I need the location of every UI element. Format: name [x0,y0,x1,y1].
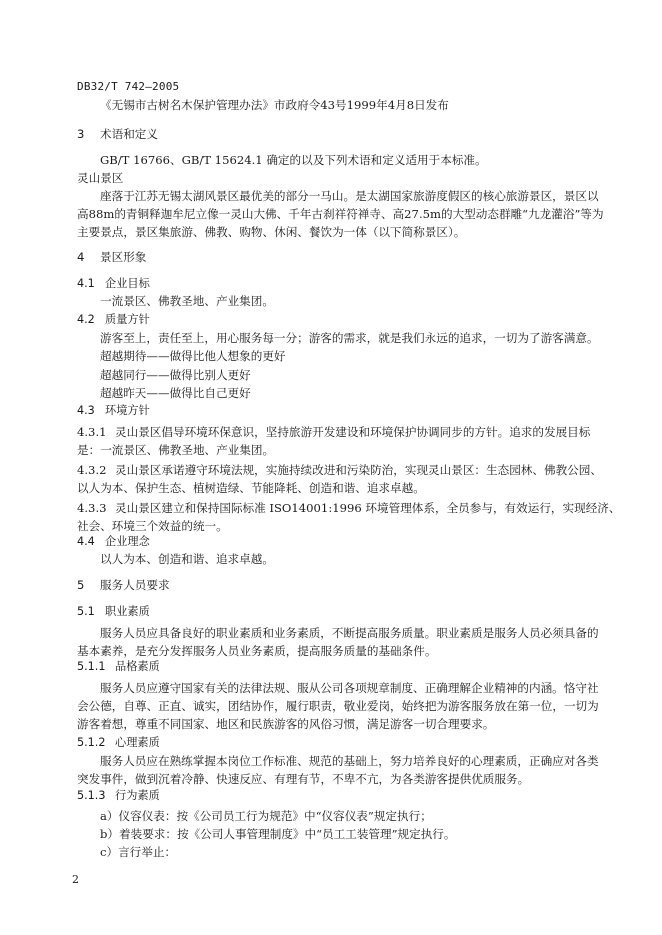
section-title: 术语和定义 [100,127,158,141]
term-heading: 灵山景区 [77,171,124,185]
subsection-5-1-3-heading [77,789,616,803]
subsection-number: 5.1.2 [77,736,106,749]
clause-number: 4.3.3 [77,501,107,515]
section-title: 景区形象 [100,250,147,264]
list-item: b）着装要求：按《公司人事管理制度》中“员工工装管理”规定执行。 [100,827,456,841]
subsection-title: 企业理念 [105,535,150,548]
paragraph-line: 服务人员应具备良好的职业素质和业务素质，不断提高服务质量。职业素质是服务人员必须具备的 [100,626,599,640]
paragraph-line: 超越同行——做得比别人更好 [100,368,251,382]
section-3-heading [77,127,616,141]
subsection-4-1-heading [77,277,616,291]
paragraph-line: 服务人员应遵守国家有关的法律法规、服从公司各项规章制度、正确理解企业精神的内涵。恪守社 [100,681,599,695]
paragraph-line: 是：一流景区、佛教圣地、产业集团。 [77,443,275,457]
subsection-number: 4.2 [77,313,95,326]
paragraph-line: 超越期待——做得比他人想象的更好 [100,349,286,363]
clause-number: 4.3.1 [77,425,107,439]
subsection-5-1-1-heading [77,660,616,674]
numbered-paragraph-line [77,463,616,477]
subsection-title: 职业素质 [105,605,150,618]
subsection-title: 质量方针 [105,313,150,326]
subsection-number: 5.1 [77,605,95,618]
list-item: a）仪容仪表：按《公司员工行为规范》中“仪容仪表”规定执行； [100,809,432,823]
subsection-4-2-heading [77,313,616,327]
clause-text: 灵山景区承诺遵守环境法规，实施持续改进和污染防治，实现灵山景区：生态园林、佛教公园、 [115,463,602,477]
subsection-number: 4.3 [77,404,95,417]
paragraph-line: 会公德，自尊、正直、诚实，团结协作，履行职责，敬业爱岗，始终把为游客服务放在第一位，一切为 [77,699,599,713]
page-number: 2 [72,873,79,886]
section-number: 3 [77,127,85,141]
paragraph-line: 以人为本、创造和谐、追求卓越。 [100,552,274,566]
section-number: 4 [77,250,85,264]
subsection-title: 品格素质 [115,660,160,673]
clause-text: 灵山景区倡导环境环保意识，坚持旅游开发建设和环境保护协调同步的方针。追求的发展目标 [115,425,591,439]
subsection-number: 5.1.3 [77,789,106,802]
paragraph-line: 突发事件，做到沉着冷静、快速反应、有理有节，不卑不亢，为各类游客提供优质服务。 [77,772,530,786]
section-title: 服务人员要求 [100,578,170,592]
term-definition-line: 座落于江苏无锡太湖风景区最优美的部分一马山。是太湖国家旅游度假区的核心旅游景区，景区以 [100,189,599,203]
numbered-paragraph-line [77,501,621,515]
document-code: DB32/T 742—2005 [77,80,180,93]
reference-line: 《无锡市古树名木保护管理办法》市政府令43号1999年4月8日发布 [100,98,449,112]
subsection-number: 5.1.1 [77,660,106,673]
subsection-title: 行为素质 [115,789,160,802]
paragraph-line: 游客着想，尊重不同国家、地区和民族游客的风俗习惯，满足游客一切合理要求。 [77,717,495,731]
paragraph-line: 服务人员应在熟练掌握本岗位工作标准、规范的基础上，努力培养良好的心理素质，正确应对各类 [100,754,599,768]
numbered-paragraph-line [77,425,616,439]
section-5-heading [77,578,616,592]
paragraph-line: 以人为本、保护生态、植树造绿、节能降耗、创造和谐、追求卓越。 [77,481,425,495]
subsection-title: 心理素质 [115,736,160,749]
subsection-title: 企业目标 [105,277,150,290]
subsection-number: 4.1 [77,277,95,290]
list-item: c）言行举止： [100,845,177,859]
paragraph-line: 超越昨天——做得比自己更好 [100,386,251,400]
subsection-number: 4.4 [77,535,95,548]
subsection-4-3-heading [77,404,616,418]
subsection-5-1-heading [77,605,616,619]
section-3-intro: GB/T 16766、GB/T 15624.1 确定的以及下列术语和定义适用于本标准。 [100,153,487,167]
paragraph-line: 社会、环境三个效益的统一。 [77,519,228,533]
subsection-5-1-2-heading [77,736,616,750]
clause-number: 4.3.2 [77,463,107,477]
term-definition-line: 主要景点，景区集旅游、佛教、购物、休闲、餐饮为一体（以下简称景区）。 [77,225,466,239]
clause-text: 灵山景区建立和保持国际标准 ISO14001:1996 环境管理体系，全员参与，有效运行，实现经济、 [115,501,621,515]
term-definition-line: 高88m的青铜释迦牟尼立像一灵山大佛、千年古刹祥符禅寺、高27.5m的大型动态群雕“九龙灌浴”等为 [77,207,604,221]
paragraph-line: 基本素养，是充分发挥服务人员业务素质，提高服务质量的基础条件。 [77,644,437,658]
section-4-heading [77,250,616,264]
paragraph-line: 一流景区、佛教圣地、产业集团。 [100,294,274,308]
paragraph-line: 游客至上，责任至上，用心服务每一分；游客的需求，就是我们永远的追求，一切为了游客满意。 [100,331,599,345]
subsection-title: 环境方针 [105,404,150,417]
subsection-4-4-heading [77,535,616,549]
section-number: 5 [77,578,85,592]
